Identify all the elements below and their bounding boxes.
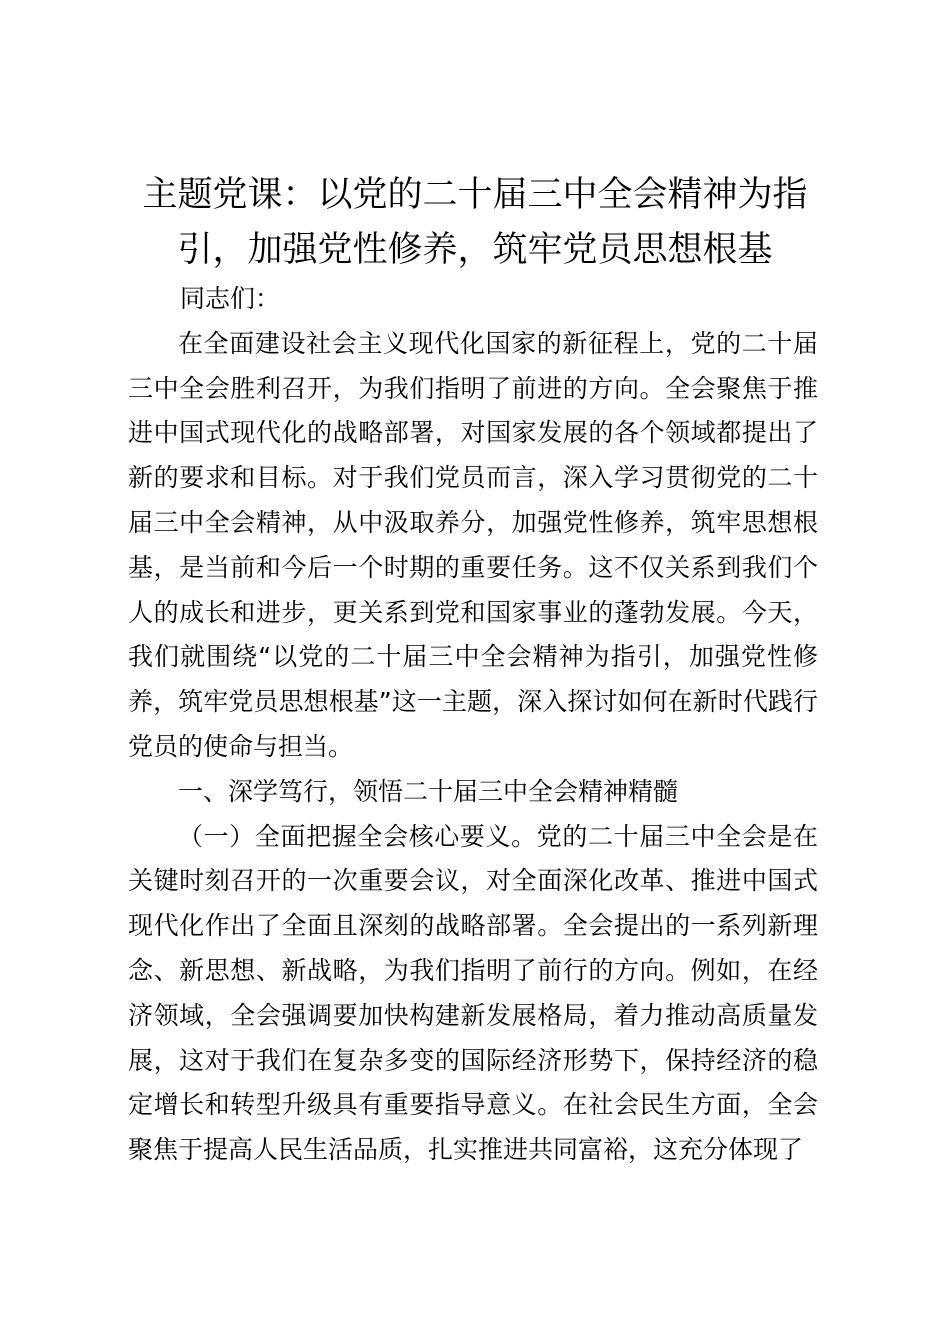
document-body bbox=[128, 277, 818, 1173]
paragraph-intro: 在全面建设社会主义现代化国家的新征程上，党的二十届三中全会胜利召开，为我们指明了前进的方向。全会聚焦于推进中国式现代化的战略部署，对国家发展的各个领域都提出了新的要求和目标。对于我们党员而言，深入学习贯彻党的二十届三中全会精神，从中汲取养分，加强党性修养，筑牢思想根基，是当前和今后一个时期的重要任务。这不仅关系到我们个人的成长和进步，更关系到党和国家事业的蓬勃发展。今天，我们就围绕“以党的二十届三中全会精神为指引，加强党性修养，筑牢党员思想根基”这一主题，深入探讨如何在新时代践行党员的使命与担当。 bbox=[128, 328, 818, 761]
title-line-1: 主题党课：以党的二十届三中全会精神为指 bbox=[142, 175, 808, 215]
section-heading-1: 一、深学笃行，领悟二十届三中全会精神精髓 bbox=[178, 776, 679, 806]
title-line-2: 引，加强党性修养，筑牢党员思想根基 bbox=[177, 230, 773, 270]
document-title bbox=[128, 168, 822, 278]
paragraph-subsection-1: （一）全面把握全会核心要义。党的二十届三中全会是在关键时刻召开的一次重要会议，对全面深化改革、推进中国式现代化作出了全面且深刻的战略部署。全会提出的一系列新理念、新思想、新战略，为我们指明了前行的方向。例如，在经济领域，全会强调要加快构建新发展格局，着力推动高质量发展，这对于我们在复杂多变的国际经济形势下，保持经济的稳定增长和转型升级具有重要指导意义。在社会民生方面，全会聚焦于提高人民生活品质，扎实推进共同富裕，这充分体现了 bbox=[128, 821, 818, 1165]
salutation: 同志们： bbox=[180, 284, 281, 313]
